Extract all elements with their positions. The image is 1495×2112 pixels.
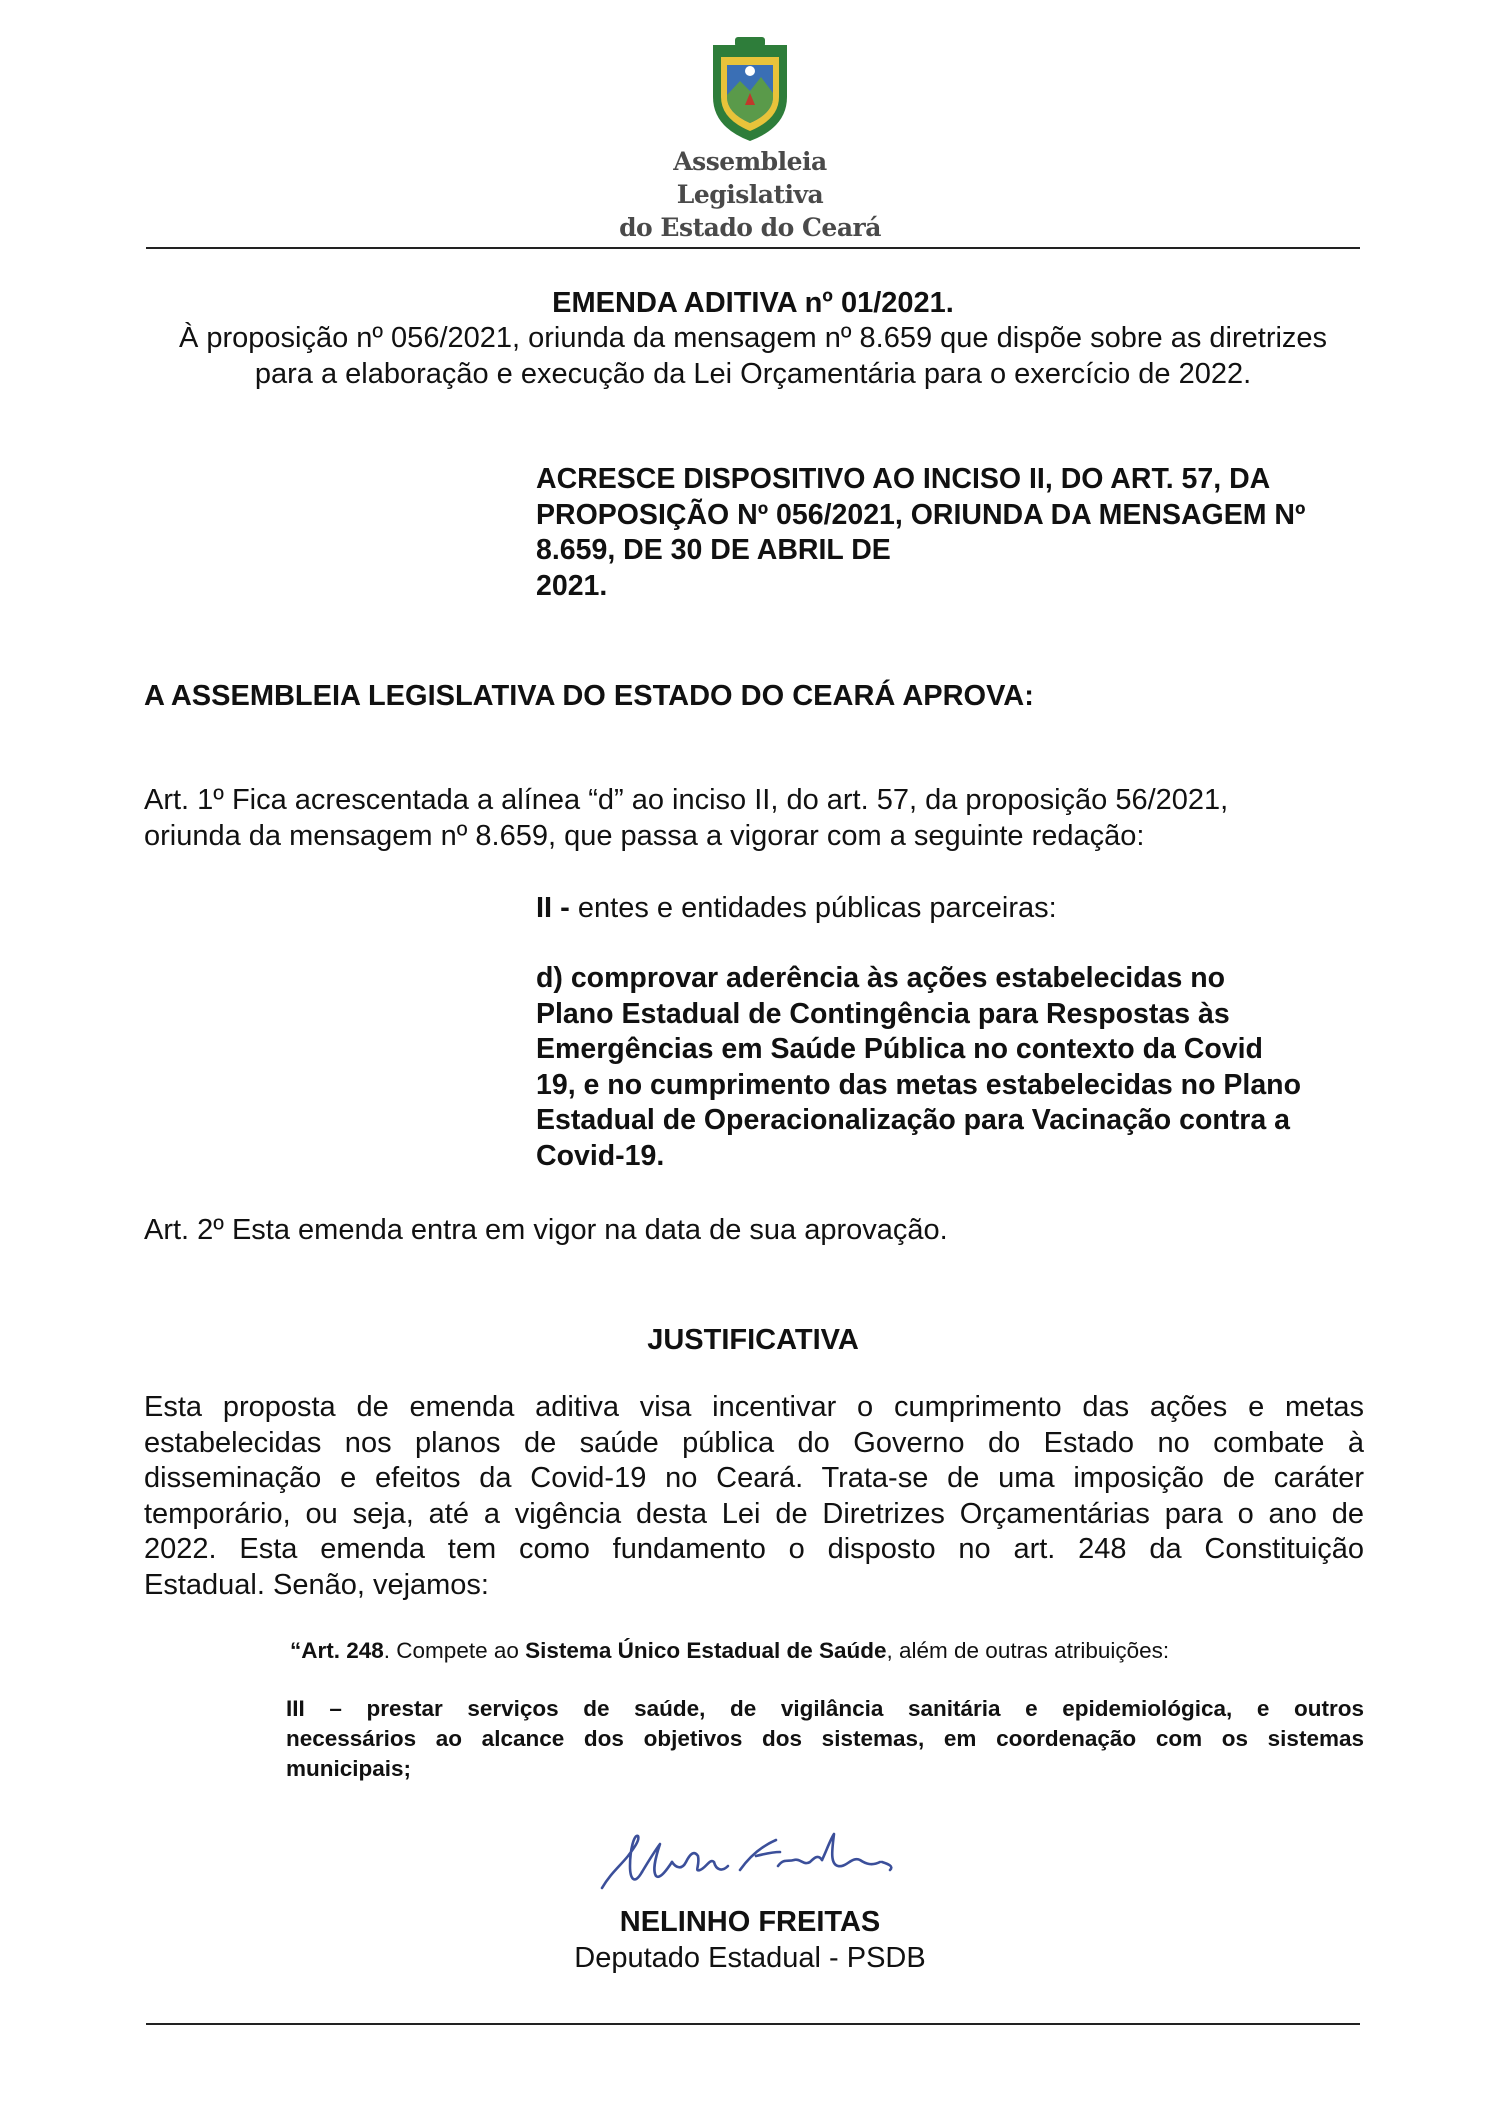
subtitle-line: para a elaboração e execução da Lei Orçamentária para o exercício de 2022.: [254, 358, 1252, 390]
article-2: Art. 2º Esta emenda entra em vigor na data de sua aprovação.: [144, 1214, 948, 1246]
footer-divider: [146, 2023, 1360, 2025]
quote-article-label: “Art. 248: [290, 1638, 384, 1663]
article-1-line: oriunda da mensagem nº 8.659, que passa a vigorar com a seguinte redação:: [144, 820, 1145, 852]
justificativa-title: JUSTIFICATIVA: [647, 1324, 859, 1356]
justificativa-line: temporário, ou seja, até a vigência desta Lei de Diretrizes Orçamentárias para o ano de: [144, 1497, 1364, 1530]
justificativa-line: Estadual. Senão, vejamos:: [144, 1568, 489, 1601]
signatory-role: Deputado Estadual - PSDB: [574, 1942, 926, 1974]
document-subtitle: [146, 320, 1360, 392]
alinea-d: [536, 961, 1366, 1174]
quoted-item-iii: [286, 1694, 1364, 1784]
letterhead: [600, 35, 900, 244]
quote-item-line: municipais;: [286, 1756, 412, 1781]
inciso-text: entes e entidades públicas parceiras:: [577, 892, 1057, 924]
header-divider: [146, 247, 1360, 249]
ementa-line: ACRESCE DISPOSITIVO AO INCISO II, DO ART. 57, DA: [536, 463, 1271, 495]
quote-article-sep: . Compete ao: [383, 1638, 526, 1663]
alinea-line: 19, e no cumprimento das metas estabelecidas no Plano: [536, 1068, 1302, 1101]
institution-name-line2: do Estado do Ceará: [619, 213, 881, 242]
inciso-ii: [536, 890, 1057, 926]
alinea-line: d) comprovar aderência às ações estabelecidas no: [536, 962, 1226, 994]
quote-system-name: Sistema Único Estadual de Saúde: [525, 1638, 887, 1663]
subtitle-line: À proposição nº 056/2021, oriunda da mensagem nº 8.659 que dispõe sobre as diretrizes: [178, 322, 1328, 354]
alinea-line: Estadual de Operacionalização para Vacinação contra a: [536, 1104, 1290, 1136]
justificativa-line: 2022. Esta emenda tem como fundamento o disposto no art. 248 da Constituição: [144, 1533, 1364, 1565]
alinea-line: Covid-19.: [536, 1139, 665, 1172]
signatory-name: NELINHO FREITAS: [619, 1906, 881, 1938]
ementa: [536, 462, 1366, 604]
alinea-line: Plano Estadual de Contingência para Respostas às: [536, 997, 1230, 1030]
justificativa-line: Esta proposta de emenda aditiva visa incentivar o cumprimento das ações e metas: [144, 1391, 1364, 1423]
justificativa-line: estabelecidas nos planos de saúde pública do Governo do Estado no combate à: [144, 1426, 1364, 1459]
enacting-clause: A ASSEMBLEIA LEGISLATIVA DO ESTADO DO CEARÁ APROVA:: [144, 680, 1034, 712]
ementa-line: 8.659, DE 30 DE ABRIL DE: [536, 534, 891, 566]
ceara-coat-of-arms-icon: [705, 35, 795, 145]
ementa-line: PROPOSIÇÃO Nº 056/2021, ORIUNDA DA MENSAGEM Nº: [536, 498, 1306, 531]
quote-article-rest: , além de outras atribuições:: [886, 1638, 1170, 1663]
quote-item-line: necessários ao alcance dos objetivos dos sistemas, em coordenação com os sistemas: [286, 1726, 1364, 1751]
quoted-article-248: [290, 1636, 1169, 1666]
document-title: EMENDA ADITIVA nº 01/2021.: [552, 287, 954, 319]
alinea-line: Emergências em Saúde Pública no contexto da Covid: [536, 1033, 1263, 1065]
ementa-line: 2021.: [536, 569, 608, 602]
institution-name-line1: Assembleia Legislativa: [673, 147, 827, 209]
article-1-line: Art. 1º Fica acrescentada a alínea “d” ao inciso II, do art. 57, da proposição 56/2021,: [144, 784, 1229, 816]
justificativa-line: disseminação e efeitos da Covid-19 no Ceará. Trata-se de uma imposição de caráter: [144, 1462, 1364, 1494]
handwritten-signature: [590, 1826, 920, 1896]
quote-item-line: III – prestar serviços de saúde, de vigilância sanitária e epidemiológica, e outros: [286, 1696, 1364, 1721]
article-1: [144, 782, 1228, 854]
inciso-label: II -: [536, 892, 570, 924]
justificativa-body: [144, 1390, 1364, 1603]
